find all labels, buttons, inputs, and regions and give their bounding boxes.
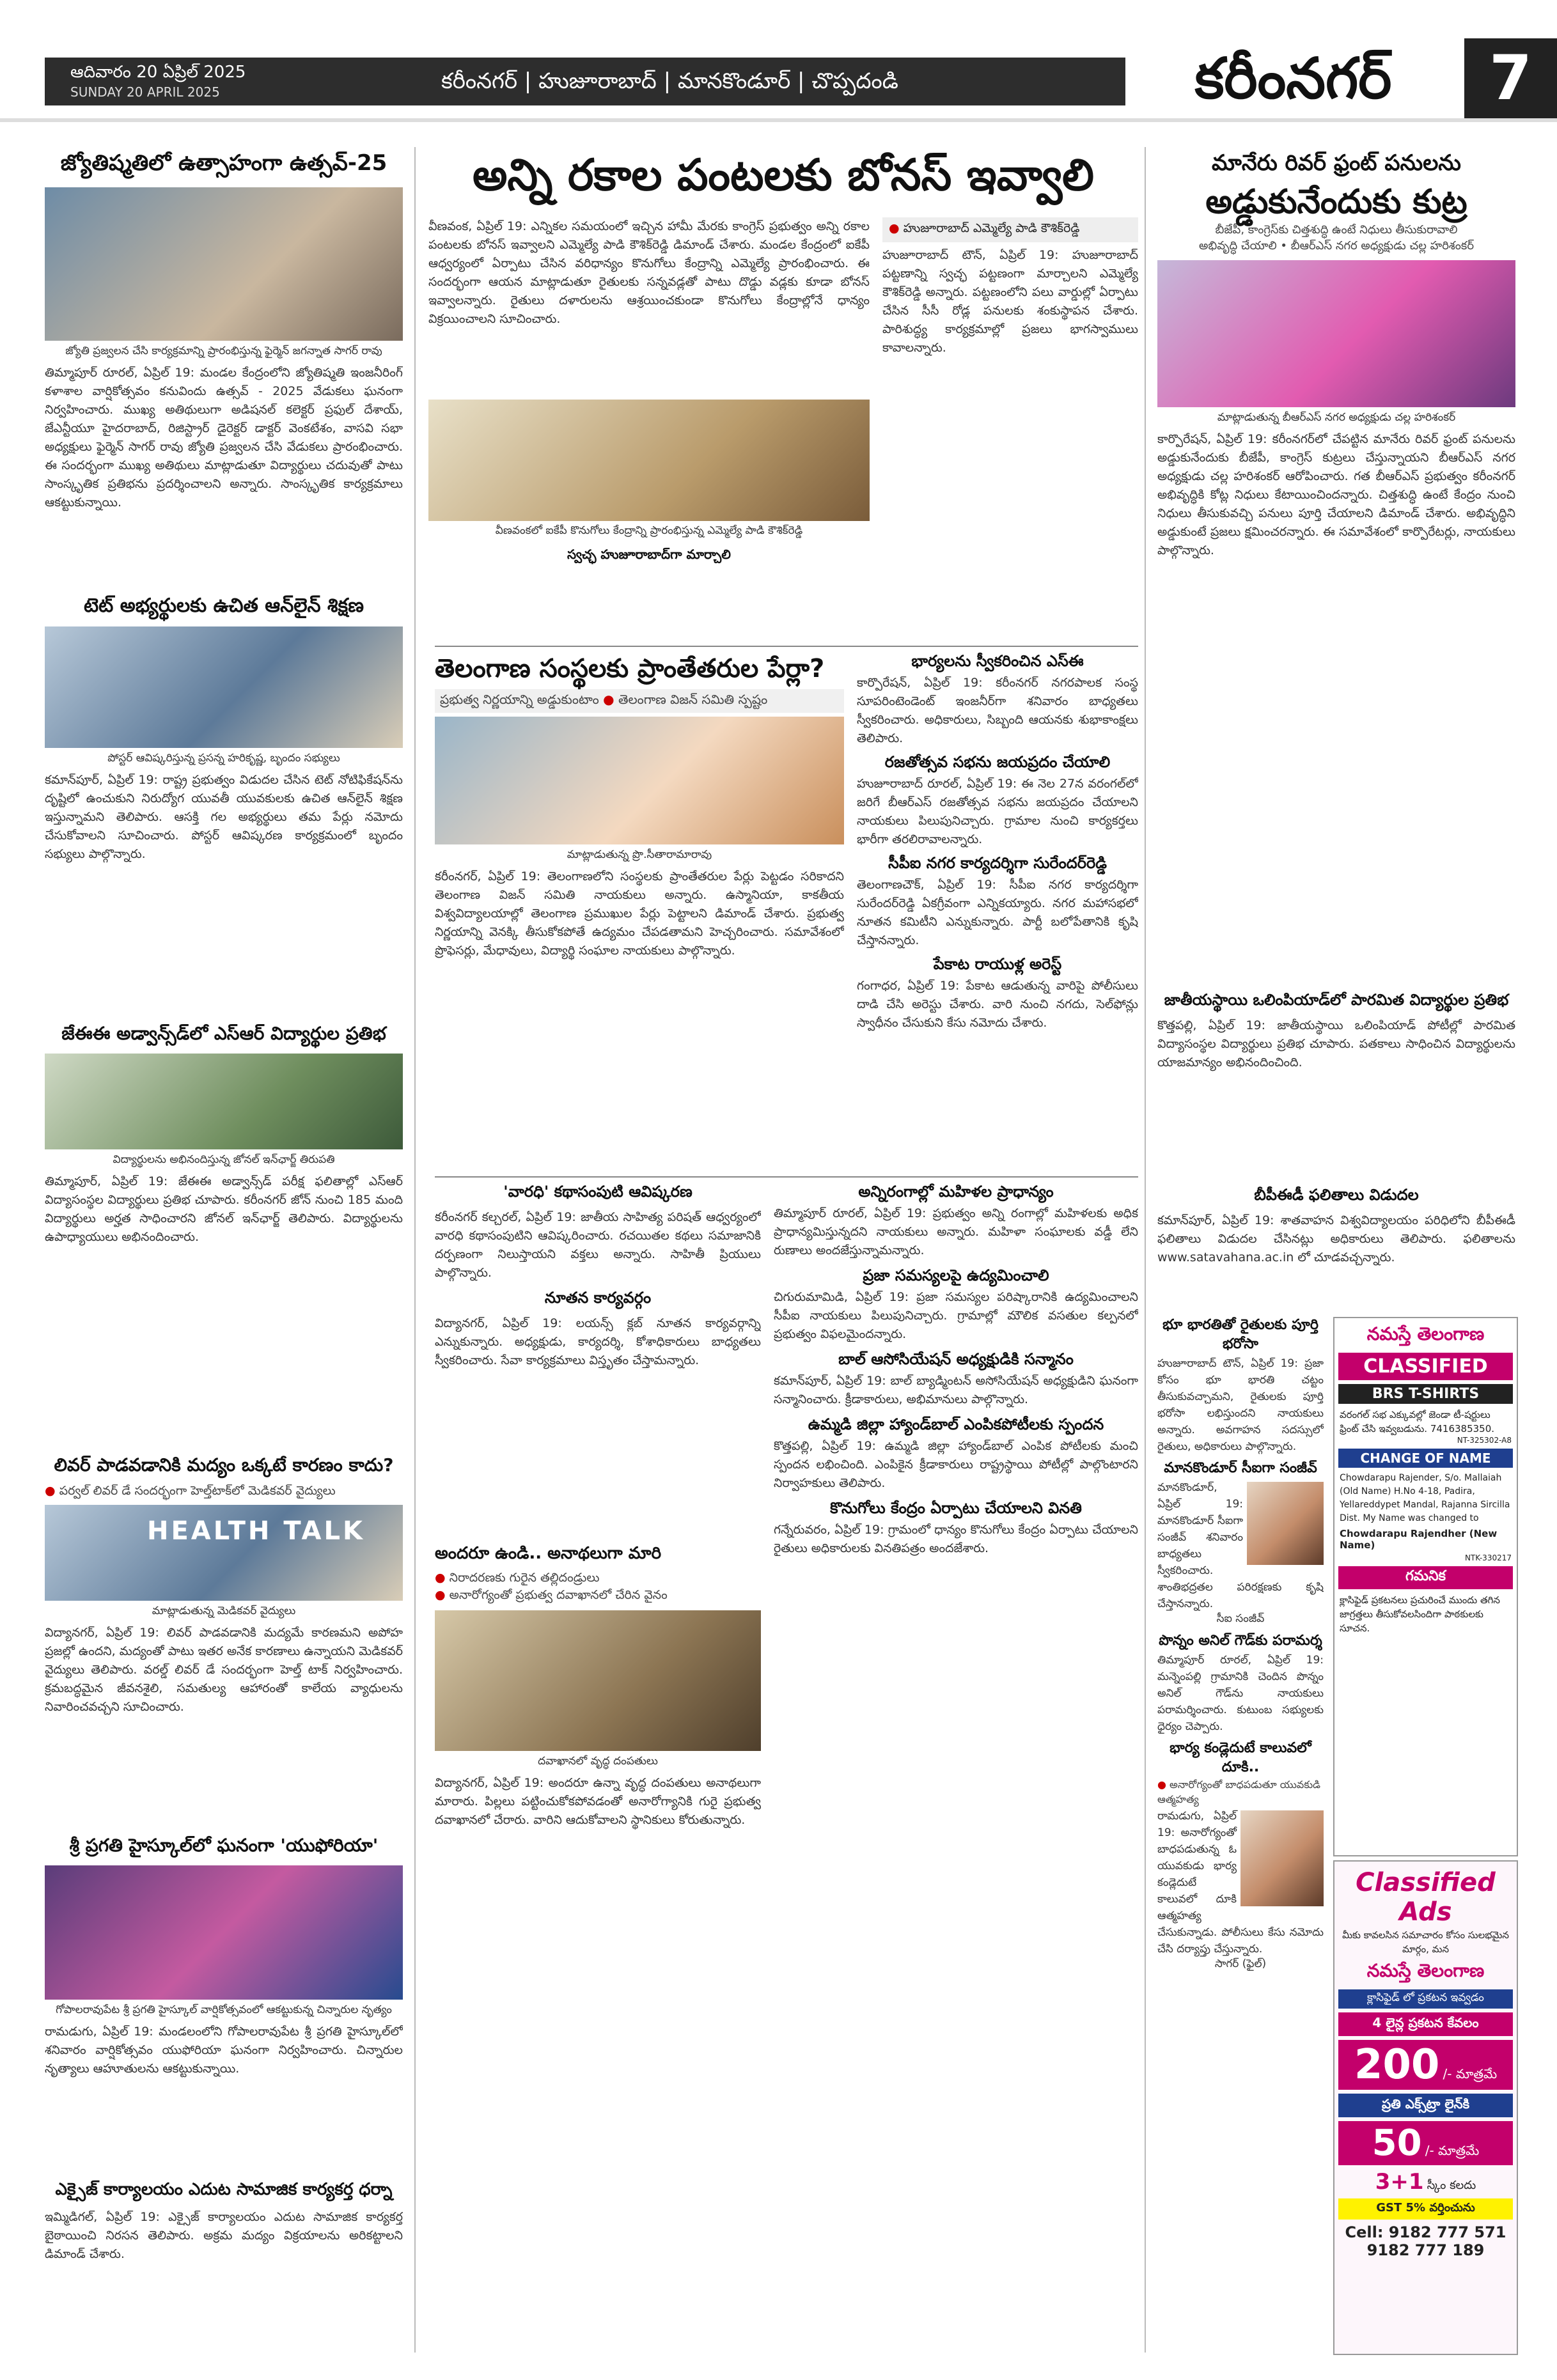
article-body: కరీంనగర్, ఏప్రిల్ 19: తెలంగాణలోని సంస్థలకు ప్రాంతేతరుల పేర్లు పెట్టడం సరికాదని తెలంగాణ విజన్ సమితి నాయకులు అన్నారు. ఉస్మానియా, కాకతీయ విశ్వవిద్యాలయాల్లో తెలంగాణ ప్రముఖుల పేర్లు పెట్టాలని డిమాండ్ చేశారు. ప్రభుత్వ నిర్ణయాన్ని వెనక్కి తీసుకోకపోతే ఉద్యమం చేపడతామని హెచ్చరించారు. సమావేశంలో ప్రొఫెసర్లు, మేధావులు, విద్యార్థి సంఘాల నాయకులు పాల్గొన్నారు. (435, 869, 844, 958)
news-photo (1247, 1482, 1324, 1565)
bullet-2: అనారోగ్యంతో ప్రభుత్వ దవాఖానలో చేరిన వైనం (449, 1588, 668, 1602)
article-body: కమాన్‌పూర్, ఏప్రిల్ 19: శాతవాహన విశ్వవిద్యాలయం పరిధిలోని బీపీఈడీ ఫలితాలు విడుదల చేసినట్లు అధికారులు తెలిపారు. ఫలితాలను www.satavahana.ac.in లో చూడవచ్చన్నారు. (1157, 1213, 1515, 1264)
article-body: విద్యానగర్, ఏప్రిల్ 19: లివర్ పాడవడానికి మద్యమే కారణమని అపోహ ప్రజల్లో ఉందని, మద్యంతో పాటు ఇతర అనేక కారణాలు ఉన్నాయని మెడికవర్ వైద్యులు తెలిపారు. వరల్డ్ లివర్ డే సందర్భంగా హెల్త్ టాక్ నిర్వహించారు. క్రమబద్ధమైన జీవనశైలి, సమతుల్య ఆహారంతో కాలేయ వ్యాధులను నివారించవచ్చని సూచించారు. (45, 1626, 403, 1714)
article-body: కమాన్‌పూర్, ఏప్రిల్ 19: రాష్ట్ర ప్రభుత్వం విడుదల చేసిన టెట్ నోటిఫికేషన్‌ను దృష్టిలో ఉంచుకుని నిరుద్యోగ యువతీ యువకులకు ఉచిత ఆన్‌లైన్ శిక్షణ ఇస్తున్నామని తెలిపారు. ఆసక్తి గల అభ్యర్థులు తమ పేర్లు నమోదు చేసుకోవాలని సూచించారు. పోస్టర్ ఆవిష్కరణ కార్యక్రమంలో బృందం సభ్యులు పాల్గొన్నారు. (45, 773, 403, 861)
story-bonus-crops: అన్ని రకాల పంటలకు బోనస్ ఇవ్వాలి వీణవంక, ఏప్రిల్ 19: ఎన్నికల సమయంలో ఇచ్చిన హామీ మేరకు కాంగ్రెస్ ప్రభుత్వం అన్ని రకాల పంటలకు బోనస్ ఇవ్వాలని ఎమ్మెల్యే పాడి కౌశిక్‌రెడ్డి డిమాండ్ చేశారు. మండల కేంద్రంలో ఐకేపీ ఆధ్వర్యంలో ఏర్పాటు చేసిన వరిధాన్యం కొనుగోలు కేంద్రాన్ని ఎమ్మెల్యే ప్రారంభించారు. ఈ సందర్భంగా ఆయన మాట్లాడుతూ రైతులకు సన్నవడ్లతో పాటు దొడ్డు వడ్లకు కూడా బోనస్ ఇవ్వాలన్నారు. రైతులు దళారులను ఆశ్రయించకుండా కొనుగోలు కేంద్రాల్లోనే ధాన్యం విక్రయించాలని సూచించారు. ● హుజూరాబాద్ ఎమ్మెల్యే పాడి కౌశిక్‌రెడ్డి హుజూరాబాద్ టౌన్, ఏప్రిల్ 19: హుజూరాబాద్ పట్టణాన్ని స్వచ్ఛ పట్టణంగా మార్చాలని ఎమ్మెల్యే కౌశిక్‌రెడ్డి అన్నారు. పట్టణంలోని పలు వార్డుల్లో ఏర్పాటు చేసిన సీసీ రోడ్ల పనులకు శంకుస్థాపన చేశారు. పారిశుద్ధ్య కార్యక్రమాల్లో ప్రజలు భాగస్వాములు కావాలన్నారు. వీణవంకలో ఐకేపీ కొనుగోలు కేంద్రాన్ని ప్రారంభిస్తున్న ఎమ్మెల్యే పాడి కౌశిక్‌రెడ్డి స్వచ్ఛ హుజూరాబాద్‌గా మార్చాలి (428, 147, 1138, 639)
sub-headline-2: అభివృద్ధి చేయాలి • బీఆర్ఎస్ నగర అధ్యక్షుడు చల్ల హరిశంకర్ (1199, 239, 1474, 253)
column-divider (1145, 147, 1146, 2353)
story-tet-training (45, 595, 403, 1016)
article-body: తెలంగాణచౌక్, ఏప్రిల్ 19: సీపీఐ నగర కార్యదర్శిగా సురేందర్‌రెడ్డి ఏకగ్రీవంగా ఎన్నికయ్యారు. నగర మహాసభలో నూతన కమిటీని ఎన్నుకున్నారు. పార్టీ బలోపేతానికి కృషి చేస్తానన్నారు. (857, 878, 1138, 947)
promo-title: Classified Ads (1356, 1868, 1496, 1927)
sub-headline: పర్వల్ లివర్ డే సందర్భంగా హెల్త్‌టాక్‌లో మెడికవర్ వైద్యులు (59, 1484, 336, 1498)
headline: బీపీఈడీ ఫలితాలు విడుదల (1254, 1186, 1419, 1204)
article-body: విద్యానగర్, ఏప్రిల్ 19: అందరూ ఉన్నా వృద్ధ దంపతులు అనాథలుగా మారారు. పిల్లలు పట్టించుకోకపోవడంతో అనారోగ్యానికి గురై ప్రభుత్వ దవాఖానలో చేరారు. వారిని ఆదుకోవాలని స్థానికులు కోరుతున్నారు. (435, 1776, 761, 1827)
photo-caption: మాట్లాడుతున్న ప్రొ.సీతారామారావు (567, 848, 712, 861)
article-body: కొత్తపల్లి, ఏప్రిల్ 19: ఉమ్మడి జిల్లా హ్యాండ్‌బాల్ ఎంపిక పోటీలకు మంచి స్పందన లభించింది. ఎంపికైన క్రీడాకారులు రాష్ట్రస్థాయి పోటీల్లో పాల్గొంటారని నిర్వాహకులు తెలిపారు. (774, 1439, 1138, 1490)
promo-sub: క్లాసిఫైడ్ లో ప్రకటన ఇవ్వడం (1338, 1989, 1513, 2009)
news-photo (45, 187, 403, 341)
column-divider (414, 147, 416, 2353)
ad-code: NT-325302-A8 (1457, 1436, 1512, 1445)
promo-extra: ప్రతి ఎక్స్‌ట్రా లైన్‌కి (1338, 2094, 1513, 2117)
promo-tagline: మీకు కావలసిన సమాచారం కోసం సులభమైన మార్గం, మన (1342, 1929, 1509, 1955)
sub-headline-1: బీజేపీ, కాంగ్రెస్‌కు చిత్తశుద్ధి ఉంటే నిధులు తీసుకురావాలి (1215, 223, 1458, 237)
article-body: కరీంనగర్ కల్చరల్, ఏప్రిల్ 19: జాతీయ సాహిత్య పరిషత్ ఆధ్వర్యంలో వారధి కథాసంపుటిని ఆవిష్కరించారు. రచయితల కథలు సమాజానికి దర్పణంగా నిలుస్తాయని వక్తలు అన్నారు. సాహితీ ప్రియులు పాల్గొన్నారు. (435, 1210, 761, 1280)
headline-line-1: మానేరు రివర్ ఫ్రంట్ పనులను (1212, 150, 1461, 176)
headline: జేఈఈ అడ్వాన్స్‌డ్‌లో ఎస్ఆర్ విద్యార్థుల ప్రతిభ (61, 1023, 386, 1044)
headline: శ్రీ ప్రగతి హైస్కూల్‌లో ఘనంగా 'యుఫోరియా' (69, 1835, 379, 1856)
headline: భార్యలను స్వీకరించిన ఎస్ఈ (911, 652, 1084, 670)
city-title: కరీంనగర్ (1194, 45, 1392, 111)
notice-heading: గమనిక (1338, 1566, 1513, 1589)
headline: 'వారధి' కథాసంపుటి ఆవిష్కరణ (503, 1183, 692, 1201)
headline: మానకొండూర్ సీఐగా సంజీవ్ (1164, 1460, 1317, 1476)
news-photo (45, 626, 403, 748)
news-photo (435, 717, 844, 844)
headline: జాతీయస్థాయి ఒలింపియాడ్‌లో పారమిత విద్యార్థుల ప్రతిభ (1164, 991, 1509, 1009)
news-photo (428, 400, 870, 521)
right-shorts-column (857, 652, 1138, 1170)
headline: కొనుగోలు కేంద్రం ఏర్పాటు చేయాలని వినతి (830, 1499, 1082, 1517)
promo-offer-text: స్కీం కలదు (1427, 2179, 1476, 2192)
article-body: తిమ్మాపూర్ రూరల్, ఏప్రిల్ 19: ప్రభుత్వం అన్ని రంగాల్లో మహిళలకు అధిక ప్రాధాన్యమిస్తున్నదని నాయకులు అన్నారు. మహిళా సంఘాలకు వడ్డీ లేని రుణాలు అందజేస్తున్నామన్నారు. (774, 1206, 1138, 1257)
story-bped-results (1157, 1186, 1515, 1314)
headline: అన్నిరంగాల్లో మహిళల ప్రాధాన్యం (858, 1183, 1054, 1201)
article-body: తిమ్మాపూర్, ఏప్రిల్ 19: జేఈఈ అడ్వాన్స్‌డ్ పరీక్ష ఫలితాల్లో ఎస్ఆర్ విద్యాసంస్థల విద్యార్థులు ప్రతిభ చూపారు. కరీంనగర్ జోన్ నుంచి 185 మంది విద్యార్థులు అర్హత సాధించారని జోనల్ ఇన్‌ఛార్జ్ తెలిపారు. విద్యార్థులను ఉపాధ్యాయులు అభినందించారు. (45, 1174, 403, 1244)
ad-text: వరంగల్ సభ ఎక్కువల్లో జెండా టీ-షర్టులు ఫ్రింట్ చేసి ఇవ్వబడును. 7416385350. (1340, 1409, 1495, 1435)
ad-heading: BRS T-SHIRTS (1338, 1384, 1513, 1404)
headline: పేకాట రాయుళ్ల అరెస్ట్ (933, 955, 1062, 973)
article-body: హుజూరాబాద్ టౌన్, ఏప్రిల్ 19: ప్రజా కోసం భూ భారతి చట్టం తీసుకువచ్చామని, రైతులకు పూర్తి భరోసా లభిస్తుందని నాయకులు అన్నారు. అవగాహన సదస్సులో రైతులు, అధికారులు పాల్గొన్నారు. (1157, 1357, 1324, 1453)
article-body: తిమ్మాపూర్ రూరల్, ఏప్రిల్ 19: మన్నెంపల్లి గ్రామానికి చెందిన పొన్నం అనిల్ గౌడ్‌ను నాయకులు పరామర్శించారు. కుటుంబ సభ్యులకు ధైర్యం చెప్పారు. (1157, 1654, 1324, 1733)
promo-price-2: 50 (1372, 2122, 1422, 2164)
news-photo (45, 1865, 403, 2000)
article-body: గంగాధర, ఏప్రిల్ 19: పేకాట ఆడుతున్న వారిపై పోలీసులు దాడి చేసి అరెస్టు చేశారు. వారి నుంచి నగదు, సెల్‌ఫోన్లు స్వాధీనం చేసుకుని కేసు నమోదు చేశారు. (857, 979, 1138, 1030)
news-photo (435, 1610, 761, 1751)
article-body: కార్పొరేషన్, ఏప్రిల్ 19: కరీంనగర్‌లో చేపట్టిన మానేరు రివర్ ఫ్రంట్ పనులను అడ్డుకునేందుకు బీజేపీ, కాంగ్రెస్ కుట్రలు చేస్తున్నాయని బీఆర్ఎస్ నగర అధ్యక్షుడు చల్ల హరిశంకర్ ఆరోపించారు. గత బీఆర్ఎస్ ప్రభుత్వం కరీంనగర్ అభివృద్ధికి కోట్ల నిధులు కేటాయించిందన్నారు. చిత్తశుద్ధి ఉంటే కేంద్రం నుంచి నిధులు తీసుకువచ్చి పనులు పూర్తి చేయాలని డిమాండ్ చేశారు. అభివృద్ధిని అడ్డుకుంటే ప్రజలు క్షమించరన్నారు. ఈ సమావేశంలో కార్పొరేటర్లు, నాయకులు పాల్గొన్నారు. (1157, 432, 1515, 557)
promo-offer: 3+1 (1375, 2169, 1424, 2195)
divider (435, 1176, 1138, 1178)
photo-caption: దవాఖానలో వృద్ధ దంపతులు (538, 1755, 658, 1768)
article-body: కొత్తపల్లి, ఏప్రిల్ 19: జాతీయస్థాయి ఒలింపియాడ్ పోటీల్లో పారమిత విద్యాసంస్థల విద్యార్థులు ప్రతిభ చూపారు. పతకాలు సాధించిన విద్యార్థులను యాజమాన్యం అభినందించింది. (1157, 1018, 1515, 1069)
headline: ఉమ్మడి జిల్లా హ్యాండ్‌బాల్ ఎంపికపోటీలకు స్పందన (808, 1415, 1104, 1433)
promo-price-2-unit: /- మాత్రమే (1425, 2143, 1480, 2158)
article-body: తిమ్మాపూర్ రూరల్, ఏప్రిల్ 19: మండల కేంద్రంలోని జ్యోతిష్మతి ఇంజనీరింగ్ కళాశాల వార్షికోత్సవం కనువిందు ఉత్సవ్ - 2025 వేడుకలు ఘనంగా నిర్వహించారు. ముఖ్య అతిథులుగా అడిషనల్ కలెక్టర్ ప్రఫుల్ దేశాయ్, జేఎన్టీయూ హైదరాబాద్, రిజిస్ట్రార్ డైరెక్టర్ డాక్టర్ వెంకటేశం, వాసవి సభా అధ్యక్షులు ఫైర్మెన్ సాగర్ రావు జ్యోతి ప్రజ్వలన చేసి వేడుకలు ప్రారంభించారు. ఈ సందర్భంగా ముఖ్య అతిథులు మాట్లాడుతూ విద్యార్థులు చదువుతో పాటు సాంస్కృతిక ప్రతిభను ప్రదర్శించాలని అన్నారు. సాంస్కృతిక కార్యక్రమాలు ఆకట్టుకున్నాయి. (45, 366, 403, 509)
headline: ఎక్సైజ్ కార్యాలయం ఎదుట సామాజిక కార్యకర్త ధర్నా (55, 2180, 393, 2199)
article-body: విద్యానగర్, ఏప్రిల్ 19: లయన్స్ క్లబ్ నూతన కార్యవర్గాన్ని ఎన్నుకున్నారు. అధ్యక్షుడు, కార్యదర్శి, కోశాధికారులు బాధ్యతలు స్వీకరించారు. సేవా కార్యక్రమాలు విస్తృతం చేస్తామన్నారు. (435, 1316, 761, 1367)
story-liver-health: లివర్ పాడవడానికి మద్యం ఒక్కటే కారణం కాదు? ● పర్వల్ లివర్ డే సందర్భంగా హెల్త్‌టాక్‌లో మెడికవర్ వైద్యులు HEALTH TALK మాట్లాడుతున్న మెడికవర్ వైద్యులు విద్యానగర్, ఏప్రిల్ 19: లివర్ పాడవడానికి మద్యమే కారణమని అపోహ ప్రజల్లో ఉందని, మద్యంతో పాటు ఇతర అనేక కారణాలు ఉన్నాయని మెడికవర్ వైద్యులు తెలిపారు. వరల్డ్ లివర్ డే సందర్భంగా హెల్త్ టాక్ నిర్వహించారు. క్రమబద్ధమైన జీవనశైలి, సమతుల్య ఆహారంతో కాలేయ వ్యాధులను నివారించవచ్చని సూచించారు. (45, 1454, 403, 1832)
story-telangana-institutions: తెలంగాణ సంస్థలకు ప్రాంతేతరుల పేర్లా? ప్రభుత్వ నిర్ణయాన్ని అడ్డుకుంటాం ● తెలంగాణ విజన్ సమితి స్పష్టం మాట్లాడుతున్న ప్రొ.సీతారామారావు కరీంనగర్, ఏప్రిల్ 19: తెలంగాణలోని సంస్థలకు ప్రాంతేతరుల పేర్లు పెట్టడం సరికాదని తెలంగాణ విజన్ సమితి నాయకులు అన్నారు. ఉస్మానియా, కాకతీయ విశ్వవిద్యాలయాల్లో తెలంగాణ ప్రముఖుల పేర్లు పెట్టాలని డిమాండ్ చేశారు. ప్రభుత్వ నిర్ణయాన్ని వెనక్కి తీసుకోకపోతే ఉద్యమం చేపడతామని హెచ్చరించారు. సమావేశంలో ప్రొఫెసర్లు, మేధావులు, విద్యార్థి సంఘాల నాయకులు పాల్గొన్నారు. (435, 652, 844, 1170)
bullet: అనారోగ్యంతో బాధపడుతూ యువకుడి ఆత్మహత్య (1157, 1778, 1320, 1805)
article-body: కార్పొరేషన్, ఏప్రిల్ 19: కరీంనగర్ నగరపాలక సంస్థ సూపరింటెండెంట్ ఇంజనీర్‌గా శనివారం బాధ్యతలు స్వీకరించారు. అధికారులు, సిబ్బంది ఆయనకు శుభాకాంక్షలు తెలిపారు. (857, 676, 1138, 745)
date-english: SUNDAY 20 APRIL 2025 (70, 84, 220, 100)
sub-headline-1: ప్రభుత్వ నిర్ణయాన్ని అడ్డుకుంటాం (440, 692, 599, 707)
headline: అందరూ ఉండి.. అనాథలుగా మారి (435, 1544, 662, 1563)
classified-promo-ad (1333, 1860, 1518, 2355)
promo-lines: 4 లైన్ల ప్రకటన కేవలం (1338, 2012, 1513, 2036)
sub-headline-2: తెలంగాణ విజన్ సమితి స్పష్టం (618, 692, 768, 707)
sub-caption: స్వచ్ఛ హుజూరాబాద్‌గా మార్చాలి (567, 547, 731, 562)
classified-ad (1333, 1317, 1518, 1856)
photo-caption: పోస్టర్ ఆవిష్కరిస్తున్న ప్రసన్న హరికృష్ణ, బృందం సభ్యులు (107, 752, 340, 765)
news-photo (45, 1505, 403, 1601)
classified-banner: CLASSIFIED (1338, 1353, 1513, 1380)
story-jyothishmathi (45, 150, 403, 591)
headline: భూ భారతితో రైతులకు పూర్తి భరోసా (1162, 1317, 1318, 1352)
headline: నూతన కార్యవర్గం (544, 1289, 652, 1307)
new-name: Chowdarapu Rajendher (New Name) (1340, 1528, 1498, 1551)
article-body: మానకొండూర్, ఏప్రిల్ 19: మానకొండూర్ సీఐగా సంజీవ్ శనివారం బాధ్యతలు స్వీకరించారు. శాంతిభద్రతల పరిరక్షణకు కృషి చేస్తానన్నారు. (1157, 1481, 1324, 1610)
page-number: 7 (1464, 38, 1557, 118)
photo-caption: మాట్లాడుతున్న మెడికవర్ వైద్యులు (152, 1605, 296, 1617)
promo-price-1-unit: /- మాత్రమే (1443, 2066, 1498, 2081)
headline: లివర్ పాడవడానికి మద్యం ఒక్కటే కారణం కాదు? (54, 1454, 394, 1475)
section-strip: కరీంనగర్ | హుజూరాబాద్ | మానకొండూర్ | చొప్పదండి (403, 58, 1125, 105)
photo-caption: మాట్లాడుతున్న బీఆర్ఎస్ నగర అధ్యక్షుడు చల్ల హరిశంకర్ (1217, 411, 1456, 424)
headline: పొన్నం అనిల్ గౌడ్‌కు పరామర్శ (1159, 1633, 1322, 1649)
paper-name: నమస్తే తెలంగాణ (1366, 1323, 1485, 1344)
headline: బాల్ ఆసోసియేషన్ అధ్యక్షుడికి సన్మానం (838, 1350, 1074, 1368)
headline: సీపీఐ నగర కార్యదర్శిగా సురేందర్‌రెడ్డి (888, 854, 1107, 872)
promo-gst: GST 5% వర్తించును (1338, 2198, 1513, 2220)
health-talk-banner: HEALTH TALK (147, 1516, 365, 1546)
article-body-2: హుజూరాబాద్ టౌన్, ఏప్రిల్ 19: హుజూరాబాద్ పట్టణాన్ని స్వచ్ఛ పట్టణంగా మార్చాలని ఎమ్మెల్యే కౌశిక్‌రెడ్డి అన్నారు. పట్టణంలోని పలు వార్డుల్లో ఏర్పాటు చేసిన సీసీ రోడ్ల పనులకు శంకుస్థాపన చేశారు. పారిశుద్ధ్య కార్యక్రమాల్లో ప్రజలు భాగస్వాములు కావాలన్నారు. (882, 248, 1138, 355)
photo-caption: గోపాలరావుపేట శ్రీ ప్రగతి హైస్కూల్ వార్షికోత్సవంలో ఆకట్టుకున్న చిన్నారుల నృత్యం (56, 2003, 392, 2016)
masthead (0, 0, 1557, 122)
story-excise-protest (45, 2180, 403, 2353)
news-photo (1240, 1810, 1324, 1906)
story-jee-advanced (45, 1023, 403, 1451)
story-euphoria (45, 1835, 403, 2177)
article-body: రామడుగు, ఏప్రిల్ 19: అనారోగ్యంతో బాధపడుతున్న ఓ యువకుడు భార్య కండ్లెదుటే కాలువలో దూకి ఆత్మహత్య చేసుకున్నాడు. పోలీసులు కేసు నమోదు చేసి దర్యాప్తు చేస్తున్నారు. (1157, 1810, 1324, 1956)
article-body: కమాన్‌పూర్, ఏప్రిల్ 19: బాల్ బ్యాడ్మింటన్ అసోసియేషన్ అధ్యక్షుడిని ఘనంగా సన్మానించారు. క్రీడాకారులు, అభిమానులు పాల్గొన్నారు. (774, 1374, 1138, 1406)
mid-shorts-column (774, 1183, 1138, 2353)
news-photo (45, 1054, 403, 1149)
photo-caption: విద్యార్థులను అభినందిస్తున్న జోనల్ ఇన్‌ఛార్జ్ తిరుపతి (113, 1153, 335, 1166)
article-body: గన్నేరువరం, ఏప్రిల్ 19: గ్రామంలో ధాన్యం కొనుగోలు కేంద్రం ఏర్పాటు చేయాలని రైతులు అధికారులకు వినతిపత్రం అందజేశారు. (774, 1523, 1138, 1555)
ad-code: NTK-330217 (1464, 1553, 1512, 1562)
quote-tag: హుజూరాబాద్ ఎమ్మెల్యే పాడి కౌశిక్‌రెడ్డి (903, 221, 1080, 235)
photo-caption: సీఐ సంజీవ్ (1216, 1612, 1265, 1625)
bullet-1: నిరాదరణకు గురైన తల్లిదండ్రులు (449, 1571, 600, 1585)
headline: రజతోత్సవ సభను జయప్రదం చేయాలి (884, 753, 1111, 771)
article-body: హుజూరాబాద్ రూరల్, ఏప్రిల్ 19: ఈ నెల 27న వరంగల్‌లో జరిగే బీఆర్ఎస్ రజతోత్సవ సభను జయప్రదం చేయాలని నాయకులు పిలుపునిచ్చారు. గ్రామాల నుంచి కార్యకర్తలు భారీగా తరలిరావాలన్నారు. (857, 777, 1138, 846)
article-body: ఇమ్మిడిగల్, ఏప్రిల్ 19: ఎక్సైజ్ కార్యాలయం ఎదుట సామాజిక కార్యకర్త బైఠాయించి నిరసన తెలిపారు. అక్రమ మద్యం విక్రయాలను అరికట్టాలని డిమాండ్ చేశారు. (45, 2210, 403, 2261)
story-maneru-riverfront (1157, 150, 1515, 988)
ad-heading: CHANGE OF NAME (1338, 1449, 1513, 1468)
notice-text: క్లాసిఫైడ్ ప్రకటనలు ప్రచురించే ముందు తగిన జాగ్రత్తలు తీసుకోవలసిందిగా పాఠకులకు సూచన. (1340, 1594, 1500, 1634)
ad-text: Chowdarapu Rajender, S/o. Mallaiah (Old Name) H.No 4-18, Padira, Yellareddypet Mandal, Rajanna Sircilla Dist. My Name was changed to (1340, 1473, 1510, 1523)
divider (435, 646, 1138, 647)
article-body: వీణవంక, ఏప్రిల్ 19: ఎన్నికల సమయంలో ఇచ్చిన హామీ మేరకు కాంగ్రెస్ ప్రభుత్వం అన్ని రకాల పంటలకు బోనస్ ఇవ్వాలని ఎమ్మెల్యే పాడి కౌశిక్‌రెడ్డి డిమాండ్ చేశారు. మండల కేంద్రంలో ఐకేపీ ఆధ్వర్యంలో ఏర్పాటు చేసిన వరిధాన్యం కొనుగోలు కేంద్రాన్ని ఎమ్మెల్యే ప్రారంభించారు. ఈ సందర్భంగా ఆయన మాట్లాడుతూ రైతులకు సన్నవడ్లతో పాటు దొడ్డు వడ్లకు కూడా బోనస్ ఇవ్వాలన్నారు. రైతులు దళారులను ఆశ్రయించకుండా కొనుగోలు కేంద్రాల్లోనే ధాన్యం విక్రయించాలని సూచించారు. (428, 219, 870, 326)
headline: భార్య కండ్లెదుటే కాలువలో దూకి.. (1170, 1740, 1311, 1775)
photo-caption: సాగర్ (ఫైల్) (1214, 1957, 1267, 1970)
headline: ప్రజా సమస్యలపై ఉద్యమించాలి (863, 1266, 1049, 1284)
headline: తెలంగాణ సంస్థలకు ప్రాంతేతరుల పేర్లా? (435, 654, 825, 683)
photo-caption: వీణవంకలో ఐకేపీ కొనుగోలు కేంద్రాన్ని ప్రారంభిస్తున్న ఎమ్మెల్యే పాడి కౌశిక్‌రెడ్డి (495, 524, 803, 537)
story-olympiad (1157, 991, 1515, 1183)
news-photo (1157, 260, 1515, 407)
col3-shorts: భూ భారతితో రైతులకు పూర్తి భరోసా హుజూరాబాద్ టౌన్, ఏప్రిల్ 19: ప్రజా కోసం భూ భారతి చట్టం తీసుకువచ్చామని, రైతులకు పూర్తి భరోసా లభిస్తుందని నాయకులు అన్నారు. అవగాహన సదస్సులో రైతులు, అధికారులు పాల్గొన్నారు. మానకొండూర్ సీఐగా సంజీవ్ మానకొండూర్, ఏప్రిల్ 19: మానకొండూర్ సీఐగా సంజీవ్ శనివారం బాధ్యతలు స్వీకరించారు. శాంతిభద్రతల పరిరక్షణకు కృషి చేస్తానన్నారు. సీఐ సంజీవ్ పొన్నం అనిల్ గౌడ్‌కు పరామర్శ తిమ్మాపూర్ రూరల్, ఏప్రిల్ 19: మన్నెంపల్లి గ్రామానికి చెందిన పొన్నం అనిల్ గౌడ్‌ను నాయకులు పరామర్శించారు. కుటుంబ సభ్యులకు ధైర్యం చెప్పారు. భార్య కండ్లెదుటే కాలువలో దూకి.. ● అనారోగ్యంతో బాధపడుతూ యువకుడి ఆత్మహత్య రామడుగు, ఏప్రిల్ 19: అనారోగ్యంతో బాధపడుతున్న ఓ యువకుడు భార్య కండ్లెదుటే కాలువలో దూకి ఆత్మహత్య చేసుకున్నాడు. పోలీసులు కేసు నమోదు చేసి దర్యాప్తు చేస్తున్నారు. సాగర్ (ఫైల్) (1157, 1317, 1324, 2353)
main-headline: అన్ని రకాల పంటలకు బోనస్ ఇవ్వాలి (472, 150, 1095, 201)
story-orphaned-parents: అందరూ ఉండి.. అనాథలుగా మారి ● నిరాదరణకు గురైన తల్లిదండ్రులు ● అనారోగ్యంతో ప్రభుత్వ దవాఖానలో చేరిన వైనం దవాఖానలో వృద్ధ దంపతులు విద్యానగర్, ఏప్రిల్ 19: అందరూ ఉన్నా వృద్ధ దంపతులు అనాథలుగా మారారు. పిల్లలు పట్టించుకోకపోవడంతో అనారోగ్యానికి గురై ప్రభుత్వ దవాఖానలో చేరారు. వారిని ఆదుకోవాలని స్థానికులు కోరుతున్నారు. (435, 1544, 761, 2353)
promo-cell: Cell: 9182 777 571 (1345, 2223, 1506, 2241)
headline: జ్యోతిష్మతిలో ఉత్సాహంగా ఉత్సవ్-25 (60, 150, 387, 176)
headline: టెట్ అభ్యర్థులకు ఉచిత ఆన్‌లైన్ శిక్షణ (83, 595, 364, 617)
promo-price-1: 200 (1354, 2041, 1440, 2088)
promo-cell-2: 9182 777 189 (1366, 2241, 1485, 2259)
headline-line-2: అడ్డుకునేందుకు కుట్ర (1205, 183, 1467, 221)
article-body: రామడుగు, ఏప్రిల్ 19: మండలంలోని గోపాలరావుపేట శ్రీ ప్రగతి హైస్కూల్‌లో శనివారం వార్షికోత్సవం యుఫోరియా ఘనంగా నిర్వహించారు. చిన్నారుల నృత్యాలు ఆహూతులను ఆకట్టుకున్నాయి. (45, 2025, 403, 2076)
article-body: చిగురుమామిడి, ఏప్రిల్ 19: ప్రజా సమస్యల పరిష్కారానికి ఉద్యమించాలని సీపీఐ నాయకులు పిలుపునిచ్చారు. గ్రామాల్లో మౌలిక వసతుల కల్పనలో ప్రభుత్వం విఫలమైందన్నారు. (774, 1290, 1138, 1341)
promo-paper: నమస్తే తెలంగాణ (1366, 1960, 1485, 1981)
date-box (45, 58, 403, 105)
date-telugu: ఆదివారం 20 ఏప్రిల్ 2025 (70, 63, 246, 82)
photo-caption: జ్యోతి ప్రజ్వలన చేసి కార్యక్రమాన్ని ప్రారంభిస్తున్న ఫైర్మెన్ జగన్నాత సాగర్ రావు (65, 345, 382, 357)
story-vaaradhi (435, 1183, 761, 1541)
